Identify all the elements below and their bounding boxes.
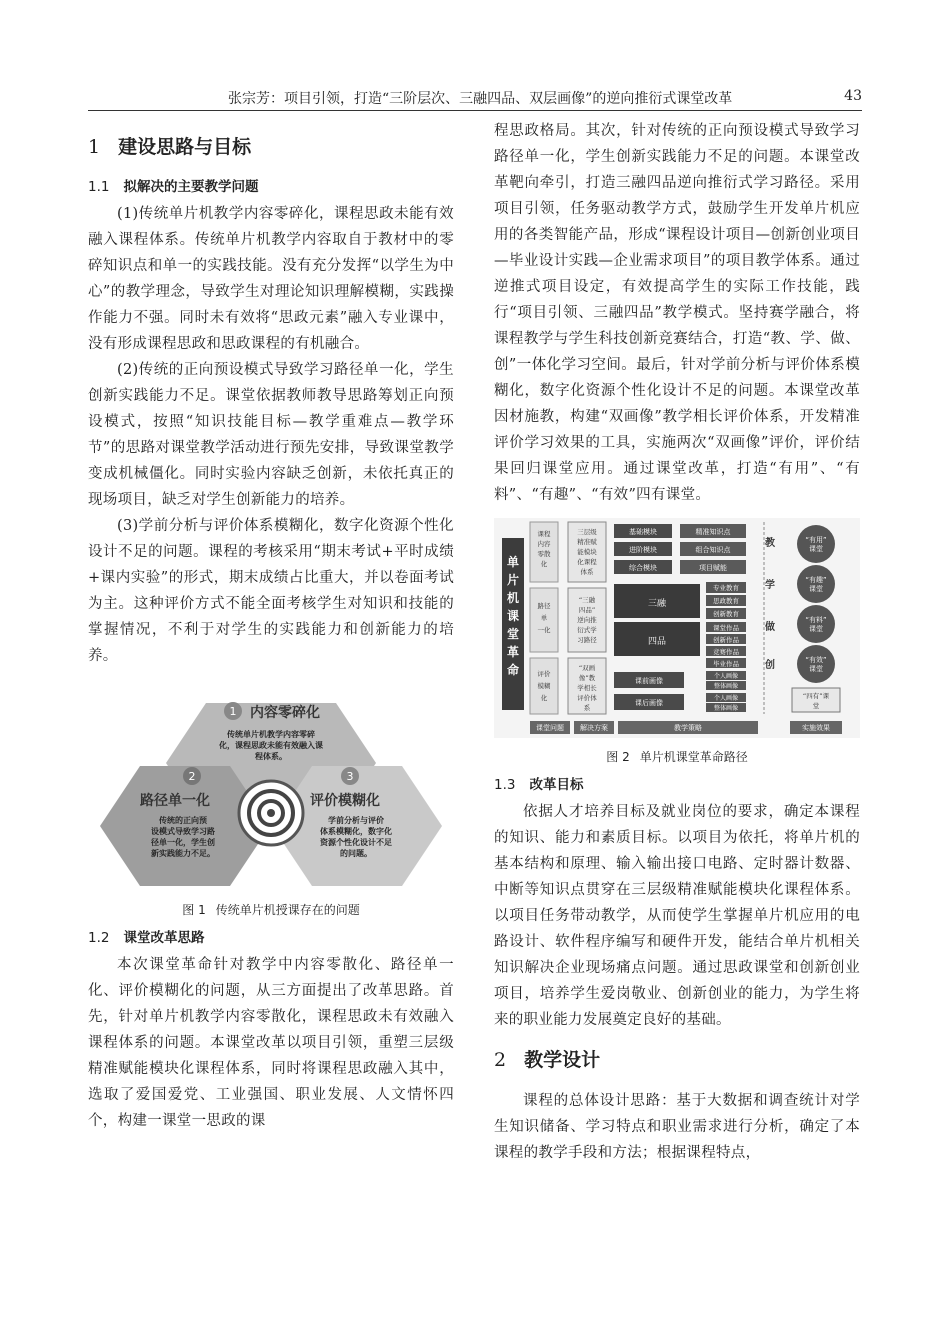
verb-label: 创 bbox=[765, 660, 775, 671]
section-title: 教学设计 bbox=[524, 1049, 601, 1071]
solution-text: 逆向推 bbox=[577, 616, 597, 624]
sipin-item: 课堂作品 bbox=[713, 624, 739, 632]
bottom-label: 教学策略 bbox=[674, 724, 702, 732]
hexagon-top-text-line: 化，课程思政未能有效融入课 bbox=[219, 741, 323, 750]
result-text: 课堂 bbox=[809, 665, 823, 673]
right-column bbox=[494, 118, 860, 1166]
hexagon-top-text-line: 程体系。 bbox=[255, 752, 287, 761]
hexagon-right-text-line: 的问题。 bbox=[340, 849, 372, 858]
problem-text: 路径 bbox=[537, 602, 551, 610]
revolution-path-diagram bbox=[494, 518, 860, 738]
sipin-item: 毕业作品 bbox=[713, 660, 739, 668]
bottom-label: 课堂问题 bbox=[536, 724, 564, 732]
result-final-text: “四有”课 bbox=[802, 692, 830, 700]
subsection-1-1-heading bbox=[88, 175, 454, 195]
hexagon-right-text-line: 资源个性化设计不足 bbox=[320, 838, 392, 847]
solution-text: 化课程 bbox=[577, 558, 597, 566]
sanrong-item: 创新教育 bbox=[713, 610, 739, 618]
subsection-1-3-heading bbox=[494, 773, 860, 793]
subsection-number: 1.2 bbox=[88, 930, 110, 946]
hexagon-left-title: 路径单一化 bbox=[140, 793, 210, 809]
problem-text: 一化 bbox=[537, 626, 551, 634]
bottom-label: 解决方案 bbox=[580, 724, 608, 732]
paragraph: (2)传统的正向预设模式导致学习路径单一化，学生创新实践能力不足。课堂依据教师教导思路筹划正向预设模式，按照“知识技能目标—教学重难点—教学环节”的思路对课堂教学活动进行预先安排，导致课堂教学变成机械僵化。同时实验内容缺乏创新，未依托真正的现场项目，缺乏对学生创新能力的培养。 bbox=[88, 362, 454, 508]
hexagon-right-text-line: 体系模糊化，数字化 bbox=[320, 827, 392, 836]
solution-text: 四品” bbox=[578, 606, 596, 614]
side-label-char: 课 bbox=[506, 609, 520, 623]
hexagon-top-title: 内容零碎化 bbox=[250, 705, 320, 721]
sipin-label: 四品 bbox=[647, 637, 667, 647]
figure-2 bbox=[494, 518, 860, 765]
result-final-text: 堂 bbox=[812, 702, 820, 710]
paragraph: 本次课堂革命针对教学中内容零散化、路径单一化、评价模糊化的问题，从三方面提出了改革思路。首先，针对单片机教学内容零散化，课程思政未有效融入课程体系的问题。本课堂改革以项目引领，重塑三层级精准赋能模块化课程体系，同时将课程思政融入其中，选取了爱国爱党、工业强国、职业发展、人文情怀四个，构建一课堂一思政的课 bbox=[88, 957, 454, 1129]
portrait-item: 整体画像 bbox=[713, 683, 739, 690]
solution-text: 学相长 bbox=[577, 684, 597, 692]
solution-text: 能模块 bbox=[577, 548, 597, 556]
sanrong-label: 三融 bbox=[647, 599, 667, 609]
portrait-item: 个人画像 bbox=[713, 695, 739, 702]
side-label-char: 命 bbox=[506, 663, 520, 677]
hexagon-top-text-line: 传统单片机教学内容零碎 bbox=[227, 730, 315, 739]
result-circle bbox=[797, 565, 835, 603]
module-label: 进阶模块 bbox=[629, 546, 657, 554]
paragraph: 依据人才培养目标及就业岗位的要求，确定本课程的知识、能力和素质目标。以项目为依托，将单片机的基本结构和原理、输入输出接口电路、定时器计数器、中断等知识点贯穿在三层级精准赋能模块化课程体系。以项目任务带动教学，从而使学生掌握单片机应用的电路设计、软件程序编写和硬件开发，能结合单片机相关知识解决企业现场痛点问题。通过思政课堂和创新创业项目，培养学生爱岗敬业、创新创业的能力，为学生将来的职业能力发展奠定良好的基础。 bbox=[494, 804, 860, 1028]
subsection-title: 改革目标 bbox=[529, 777, 584, 793]
hexagon-right-text-line: 学前分析与评价 bbox=[328, 816, 384, 825]
paragraph: (1)传统单片机教学内容零碎化，课程思政未能有效融入课程体系。传统单片机教学内容取自于教材中的零碎知识点和单一的实践技能。没有充分发挥“以学生为中心”的教学理念，导致学生对理论知识理解模糊，实践操作能力不强。同时未有效将“思政元素”融入专业课中，没有形成课程思政和思政课程的有机融合。 bbox=[88, 206, 454, 352]
section-number: 2 bbox=[494, 1049, 507, 1071]
hexagon-left-text-line: 设模式导致学习路 bbox=[151, 827, 215, 836]
section-1-heading bbox=[88, 132, 454, 159]
subsection-title: 课堂改革思路 bbox=[123, 930, 205, 946]
paragraph-continued: 程思政格局。其次，针对传统的正向预设模式导致学习路径单一化，学生创新实践能力不足的问题。本课堂改革靶向牵引，打造三融四品逆向推衍式学习路径。采用项目引领，任务驱动教学方式，鼓励学生开发单片机应用的各类智能产品，形成“课程设计项目—创新创业项目—毕业设计实践—企业需求项目”的项目教学体系。通过逆推式项目设定，有效提高学生的实际工作技能，践行“项目引领、三融四品”教学模式。坚持赛学融合，将课程教学与学生科技创新竞赛结合，打造“教、学、做、创”一体化学习空间。最后，针对学前分析与评价体系模糊化，数字化资源个性化设计不足的问题。本课堂改革因材施教，构建“双画像”教学相长评价体系，开发精准评价学习效果的工具，实施两次“双画像”评价，评价结果回归课堂应用。通过课堂改革，打造“有用”、“有料”、“有趣”、“有效”四有课堂。 bbox=[494, 123, 860, 503]
subsection-number: 1.3 bbox=[494, 777, 516, 793]
knowledge-label: 精准知识点 bbox=[695, 528, 731, 536]
figure-1-caption bbox=[88, 901, 454, 918]
running-title: 张宗芳：项目引领，打造“三阶层次、三融四品、双层画像”的逆向推衍式课堂改革 bbox=[228, 91, 733, 107]
problem-text: 课程 bbox=[537, 530, 551, 538]
sipin-item: 竞赛作品 bbox=[713, 648, 739, 656]
solution-text: 衍式学 bbox=[577, 626, 597, 634]
module-label: 综合模块 bbox=[629, 564, 657, 572]
problem-text: 模糊 bbox=[537, 682, 551, 690]
solution-text: 体系 bbox=[580, 568, 594, 576]
side-label-char: 革 bbox=[506, 645, 520, 659]
left-column bbox=[88, 118, 454, 1134]
problem-text: 内容 bbox=[537, 540, 551, 548]
solution-text: 三层级 bbox=[577, 528, 597, 536]
side-label-char: 机 bbox=[506, 591, 520, 605]
side-label-char: 单 bbox=[506, 555, 520, 569]
result-text: 课堂 bbox=[809, 545, 823, 553]
badge-1-number: 1 bbox=[229, 705, 237, 718]
result-text: 课堂 bbox=[809, 625, 823, 633]
result-circle bbox=[797, 525, 835, 563]
figure-2-caption bbox=[494, 748, 860, 765]
subsection-1-2-heading bbox=[88, 926, 454, 946]
portrait-item: 个人画像 bbox=[713, 673, 739, 680]
badge-3-number: 3 bbox=[346, 770, 354, 783]
hexagon-left-text-line: 径单一化，学生创 bbox=[151, 838, 215, 847]
result-circle bbox=[797, 645, 835, 683]
subsection-title: 拟解决的主要教学问题 bbox=[123, 179, 259, 195]
solution-text: “双画 bbox=[578, 664, 596, 672]
solution-text: 精准赋 bbox=[577, 538, 597, 546]
solution-text: 评价体 bbox=[577, 694, 597, 702]
figure-number: 图 2 bbox=[606, 750, 630, 764]
paragraph: (3)学前分析与评价体系模糊化，数字化资源个性化设计不足的问题。课程的考核采用“期末考试+平时成绩+课内实验”的形式，期末成绩占比重大，并以卷面考试为主。这种评价方式不能全面考核学生对知识和技能的掌握情况，不利于对学生的实践能力和创新能力的培养。 bbox=[88, 518, 454, 664]
sanrong-item: 思政教育 bbox=[713, 597, 739, 605]
solution-text: 系 bbox=[583, 704, 591, 712]
hexagon-left-text-line: 新实践能力不足。 bbox=[151, 849, 215, 858]
paragraph: 课程的总体设计思路：基于大数据和调查统计对学生知识储备、学习特点和职业需求进行分析，确定了本课程的教学手段和方法；根据课程特点， bbox=[494, 1093, 860, 1161]
bottom-label: 实施效果 bbox=[802, 724, 830, 732]
problem-text: 评价 bbox=[537, 670, 551, 678]
side-label-char: 片 bbox=[506, 573, 520, 587]
sanrong-item: 专业教育 bbox=[713, 584, 739, 592]
badge-2-number: 2 bbox=[188, 770, 196, 783]
figure-caption-text: 传统单片机授课存在的问题 bbox=[215, 903, 360, 917]
knowledge-label: 项目赋能 bbox=[699, 564, 727, 572]
portrait-item: 整体画像 bbox=[713, 705, 739, 712]
result-text: “有趣” bbox=[805, 576, 827, 584]
problem-text: 化 bbox=[540, 560, 548, 568]
problem-text: 单 bbox=[540, 614, 548, 622]
sipin-item: 创新作品 bbox=[713, 636, 739, 644]
figure-number: 图 1 bbox=[182, 903, 206, 917]
subsection-number: 1.1 bbox=[88, 179, 110, 195]
figure-1 bbox=[88, 681, 454, 918]
module-label: 基础模块 bbox=[629, 528, 657, 536]
target-center bbox=[267, 809, 275, 817]
verb-label: 学 bbox=[765, 580, 775, 591]
running-header bbox=[88, 84, 862, 111]
hexagon-left-text-line: 传统的正向预 bbox=[159, 816, 207, 825]
section-title: 建设思路与目标 bbox=[118, 136, 252, 158]
figure-caption-text: 单片机课堂革命路径 bbox=[639, 750, 748, 764]
side-label-char: 堂 bbox=[506, 627, 520, 641]
solution-text: 像”教 bbox=[578, 674, 596, 682]
portrait-label: 课前画像 bbox=[635, 677, 663, 685]
result-text: “有效” bbox=[805, 656, 827, 664]
page-number: 43 bbox=[844, 88, 862, 104]
verb-label: 教 bbox=[765, 538, 775, 549]
section-2-heading bbox=[494, 1045, 860, 1072]
result-circle bbox=[797, 605, 835, 643]
problem-text: 零散 bbox=[537, 550, 551, 558]
verb-label: 做 bbox=[765, 622, 775, 633]
solution-text: “三融 bbox=[578, 596, 596, 604]
solution-text: 习路径 bbox=[577, 636, 597, 644]
knowledge-label: 组合知识点 bbox=[695, 546, 731, 554]
problem-hexagons-diagram bbox=[88, 681, 454, 891]
section-number: 1 bbox=[88, 136, 101, 158]
portrait-label: 课后画像 bbox=[635, 699, 663, 707]
problem-text: 化 bbox=[540, 694, 548, 702]
result-text: “有用” bbox=[805, 536, 827, 544]
result-text: 课堂 bbox=[809, 585, 823, 593]
result-text: “有料” bbox=[805, 616, 827, 624]
hexagon-right-title: 评价模糊化 bbox=[310, 793, 380, 809]
